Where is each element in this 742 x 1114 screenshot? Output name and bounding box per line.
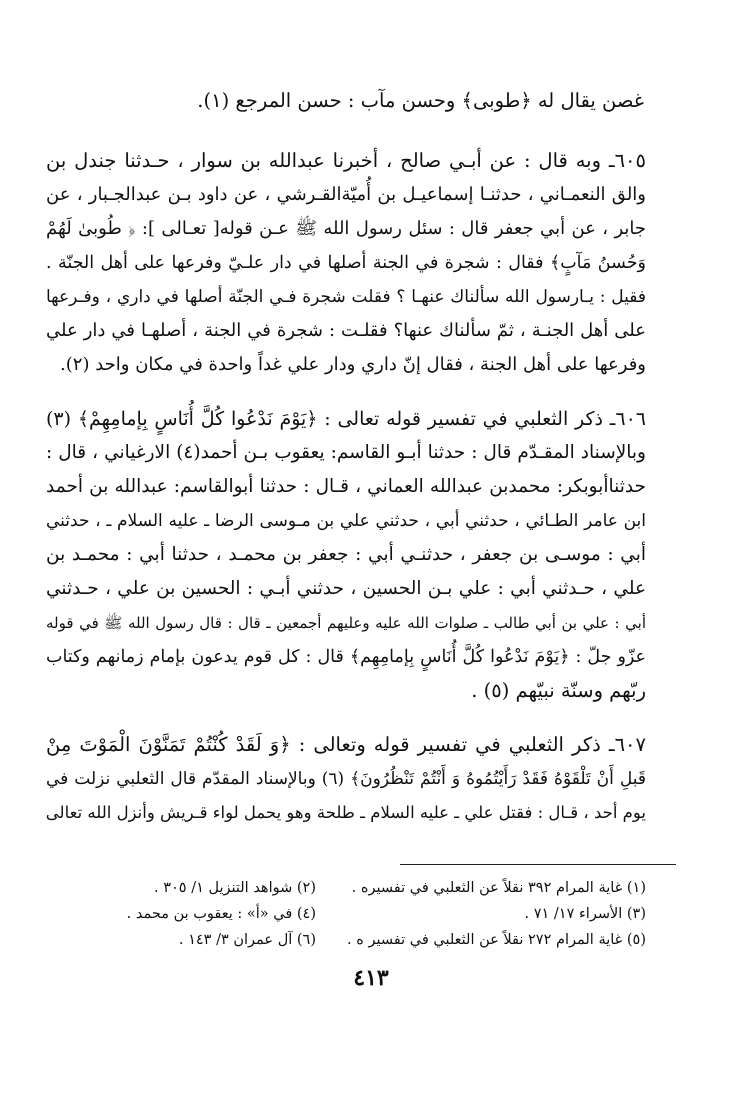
hadith-605-line-3: جابر ، عن أبي جعفر قال : سئل رسول الله ﷺ عـن قوله[ تعـالى ]: ﴿ طُوبىٰ لَهُمْ (46, 218, 646, 239)
text-line-intro: غصن يقال له ﴿طوبى﴾ وحسن مآب : حسن المرجع (١). (197, 89, 644, 112)
footnote-2: (٢) شواهد التنزيل ١/ ٣٠٥ . (154, 880, 316, 896)
footnote-4: (٤) في «أ» : يعقوب بن محمد . (126, 906, 316, 922)
hadith-605-line-4: وَحُسنُ مَآبٍ﴾ فقال : شجرة في الجنة أصلها في دار علـيّ وفرعها على أهل الجنّة . (46, 253, 646, 273)
hadith-605-line-5: فقيل : يـارسول الله سألناك عنهـا ؟ فقلت شجرة فـي الجنّة أصلها في داري ، وفـرعها (46, 287, 646, 307)
hadith-605-line-7: وفرعها على أهل الجنة ، فقال إنّ داري ودار علي غداً واحدة في مكان واحد (٢). (60, 354, 646, 375)
footnote-5: (٥) غاية المرام ٢٧٢ نقلاً عن الثعلبي في تفسير ه . (347, 932, 646, 948)
hadith-607-line-3: يوم أحد ، قـال : فقتل علي ـ عليه السلام ـ طلحة وهو يحمل لواء قـريش وأنزل الله تعالى (45, 803, 646, 822)
hadith-606-line-7: أبي : علي بن أبي طالب ـ صلوات الله عليه وعليهم أجمعين ـ قال : قال رسول الله ﷺ في قوله (46, 614, 646, 632)
hadith-605-line-6: على أهل الجنـة ، ثمّ سألناك عنها؟ فقلـت : شجرة في الجنة ، أصلهـا في دار علي (46, 320, 646, 341)
hadith-606-line-4: ابن عامر الطـائي ، حدثني أبي ، حدثني علي بن مـوسى الرضا ـ عليه السلام ـ ، حدثني (46, 511, 646, 531)
hadith-606-line-2: وبالإسناد المقـدّم قال : حدثنا أبـو القاسم: يعقوب بـن أحمد(٤) الارغياني ، قال : (46, 442, 646, 463)
hadith-606-line-1: ٦٠٦ـ ذكر الثعلبي في تفسير قوله تعالى : ﴿يَوْمَ نَدْعُوا كُلَّ أُنَاسٍ بِإمامِهِمْ﴾ (٣) (46, 408, 646, 430)
hadith-605-line-1: ٦٠٥ـ وبه قال : عن أبـي صالح ، أخبرنا عبدالله بن سوار ، حـدثنا جندل بن (46, 149, 646, 172)
hadith-606-line-9: ربّهم وسنّة نبيّهم (٥) . (471, 679, 646, 702)
hadith-606-line-3: حدثناأبوبكر: محمدبن عبدالله العماني ، قـال : حدثنا أبوالقاسم: عبدالله بن أحمد (46, 476, 646, 497)
hadith-607-line-2: قَبلِ أَنْ تَلْقَوْهُ فَقَدْ رَأَيْتُمُوهُ وَ أَنْتُمْ تَنْظُرُونَ﴾ (٦) وبالإسناد المقدّم قال الثعلبي نزلت في (46, 769, 647, 789)
footnote-3: (٣) الأسراء ١٧/ ٧١ . (524, 906, 646, 922)
hadith-606-line-6: علي ، حـدثني أبي : علي بـن الحسين ، حدثني أبـي : الحسين بن علي ، حـدثني (46, 578, 646, 599)
footnote-1: (١) غاية المرام ٣٩٢ نقلاً عن الثعلبي في تفسيره . (351, 880, 646, 896)
footnote-divider (400, 864, 676, 865)
hadith-605-line-2: والق النعمـاني ، حدثنـا إسماعيـل بن أُميّةالقـرشي ، عن داود بـن عبدالجـبار ، عن (46, 184, 646, 205)
hadith-606-line-8: عزّو جلّ : ﴿يَوْمَ نَدْعُوا كُلَّ أُنَاسٍ بِإمامِهِم﴾ قال : كل قوم يدعون بإمام زمانهم وكتاب (46, 647, 646, 667)
footnote-6: (٦) آل عمران ٣/ ١٤٣ . (178, 932, 316, 948)
hadith-606-line-5: أبي : موسـى بن جعفر ، حدثنـي أبي : جعفر بن محمـد ، حدثنا أبي : محمـد بن (46, 544, 646, 565)
page-number: ٤١٣ (353, 965, 389, 991)
hadith-607-line-1: ٦٠٧ـ ذكر الثعلبي في تفسير قوله وتعالى : ﴿وَ لَقَدْ كُنْتُمْ تَمَنَّوْنَ الْمَوْتَ مِنْ (46, 733, 646, 756)
